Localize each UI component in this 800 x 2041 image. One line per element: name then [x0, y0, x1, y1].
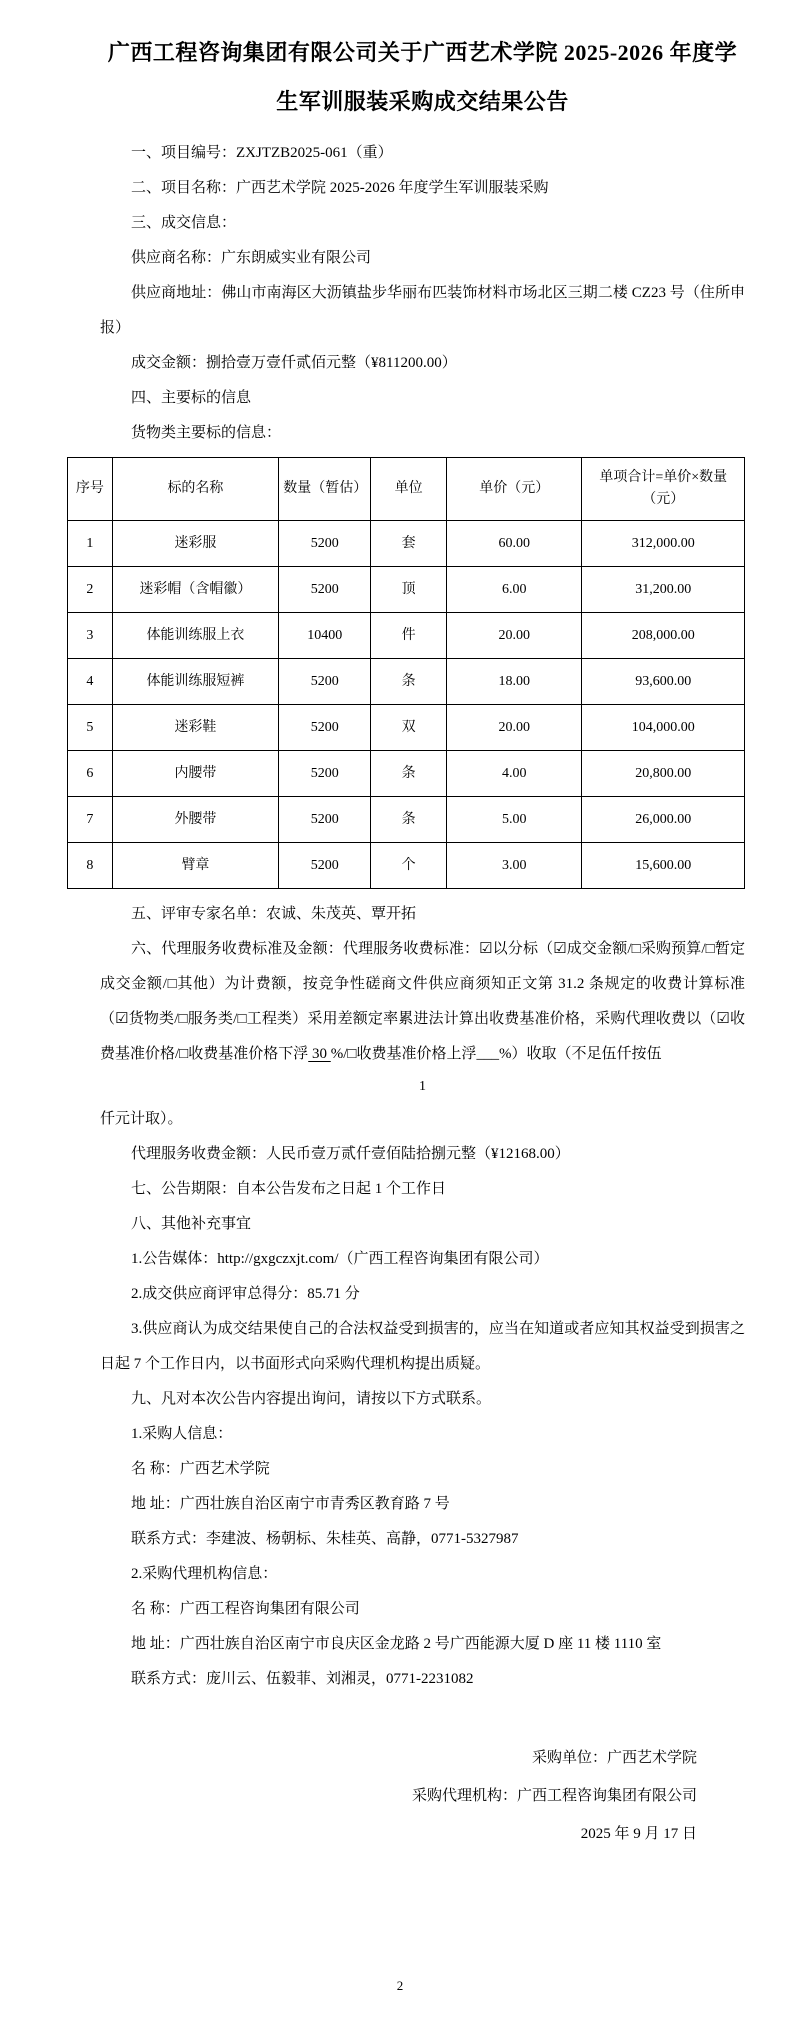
subtotal: 26,000.00 [582, 797, 745, 843]
unit-price: 4.00 [447, 751, 582, 797]
fee-amount: 代理服务收费金额：人民币壹万贰仟壹佰陆拾捌元整（¥12168.00） [131, 1146, 570, 1162]
supplier-address: 供应商地址：佛山市南海区大沥镇盐步华丽布匹装饰材料市场北区三期二楼 CZ23 号（住所申报） [100, 285, 745, 336]
unit: 条 [371, 659, 447, 705]
header-item-name: 标的名称 [112, 458, 279, 521]
item-name: 迷彩服 [112, 521, 279, 567]
unit-price: 18.00 [447, 659, 582, 705]
subtotal: 93,600.00 [582, 659, 745, 705]
row-index: 8 [68, 843, 113, 889]
quantity: 5200 [279, 843, 371, 889]
signature-buyer: 采购单位：广西艺术学院 [531, 1750, 697, 1766]
unit-price: 5.00 [447, 797, 582, 843]
item-name: 臂章 [112, 843, 279, 889]
unit-price: 60.00 [447, 521, 582, 567]
experts-list: 五、评审专家名单：农诚、朱茂英、覃开拓 [131, 906, 417, 922]
table-header-row [68, 458, 745, 521]
supplier-score: 2.成交供应商评审总得分：85.71 分 [131, 1286, 360, 1302]
header-subtotal: 单项合计=单价×数量（元） [582, 458, 745, 521]
subtotal: 104,000.00 [582, 705, 745, 751]
embedded-page-number: 1 [419, 1079, 426, 1094]
quantity: 5200 [279, 751, 371, 797]
agency-name: 名 称：广西工程咨询集团有限公司 [131, 1601, 360, 1617]
unit: 条 [371, 751, 447, 797]
row-index: 4 [68, 659, 113, 705]
project-number: 一、项目编号：ZXJTZB2025-061（重） [131, 145, 393, 161]
objection-notice: 3.供应商认为成交结果使自己的合法权益受到损害的，应当在知道或者应知其权益受到损害之日起 7 个工作日内，以书面形式向采购代理机构提出质疑。 [100, 1321, 745, 1372]
item-name: 内腰带 [112, 751, 279, 797]
row-index: 1 [68, 521, 113, 567]
header-quantity: 数量（暂估） [279, 458, 371, 521]
signature-block [100, 1739, 745, 1853]
section8-heading: 八、其他补充事宜 [131, 1216, 252, 1232]
text-segment: ___ [476, 1046, 499, 1062]
announcement-media: 1.公告媒体：http://gxgczxjt.com/（广西工程咨询集团有限公司） [131, 1251, 549, 1267]
subtotal: 31,200.00 [582, 567, 745, 613]
quantity: 5200 [279, 659, 371, 705]
table-row [68, 567, 745, 613]
quantity: 5200 [279, 521, 371, 567]
supplier-name: 供应商名称：广东朗威实业有限公司 [131, 250, 372, 266]
deal-amount: 成交金额：捌拾壹万壹仟贰佰元整（¥811200.00） [131, 355, 457, 371]
buyer-name: 名 称：广西艺术学院 [131, 1461, 270, 1477]
unit: 个 [371, 843, 447, 889]
item-name: 体能训练服短裤 [112, 659, 279, 705]
fee-standard-paragraph [100, 932, 745, 1072]
item-name: 外腰带 [112, 797, 279, 843]
table-row [68, 843, 745, 889]
buyer-contact: 联系方式：李建波、杨朝标、朱桂英、高静，0771-5327987 [131, 1531, 519, 1547]
project-name: 二、项目名称：广西艺术学院 2025-2026 年度学生军训服装采购 [131, 180, 549, 196]
subtotal: 20,800.00 [582, 751, 745, 797]
signature-agency: 采购代理机构：广西工程咨询集团有限公司 [411, 1788, 697, 1804]
row-index: 3 [68, 613, 113, 659]
goods-table-body [68, 521, 745, 889]
unit-price: 6.00 [447, 567, 582, 613]
table-row [68, 659, 745, 705]
agency-contact: 联系方式：庞川云、伍毅菲、刘湘灵，0771-2231082 [131, 1671, 474, 1687]
item-name: 体能训练服上衣 [112, 613, 279, 659]
page-title: 广西工程咨询集团有限公司关于广西艺术学院 2025-2026 年度学生军训服装采购成交结果公告 [107, 40, 738, 114]
unit: 双 [371, 705, 447, 751]
item-name: 迷彩帽（含帽徽） [112, 567, 279, 613]
unit-price: 20.00 [447, 705, 582, 751]
unit: 套 [371, 521, 447, 567]
subtotal: 208,000.00 [582, 613, 745, 659]
header-row-index: 序号 [68, 458, 113, 521]
quantity: 5200 [279, 705, 371, 751]
bottom-page-number: 2 [396, 1978, 404, 1993]
section4-heading: 四、主要标的信息 [131, 390, 252, 406]
text-segment: %）收取（不足伍仟按伍 [498, 1046, 662, 1062]
text-segment: %/□收费基准价格上浮 [330, 1046, 477, 1062]
row-index: 6 [68, 751, 113, 797]
table-row [68, 613, 745, 659]
agency-info-heading: 2.采购代理机构信息： [131, 1566, 278, 1582]
deal-info-heading: 三、成交信息： [131, 215, 237, 231]
underlined-value: 30 [308, 1046, 331, 1062]
table-row [68, 751, 745, 797]
unit: 件 [371, 613, 447, 659]
table-row [68, 705, 745, 751]
row-index: 2 [68, 567, 113, 613]
table-row [68, 797, 745, 843]
agency-address: 地 址：广西壮族自治区南宁市良庆区金龙路 2 号广西能源大厦 D 座 11 楼 1110 室 [131, 1636, 662, 1652]
row-index: 7 [68, 797, 113, 843]
goods-info-label: 货物类主要标的信息： [131, 425, 282, 441]
unit: 条 [371, 797, 447, 843]
signature-date: 2025 年 9 月 17 日 [580, 1826, 697, 1842]
fee-standard-continuation: 仟元计取）。 [100, 1111, 183, 1127]
unit: 顶 [371, 567, 447, 613]
section9-heading: 九、凡对本次公告内容提出询问，请按以下方式联系。 [131, 1391, 492, 1407]
quantity: 5200 [279, 567, 371, 613]
row-index: 5 [68, 705, 113, 751]
text-segment: 六、代理服务收费标准及金额：代理服务收费标准：☑以分标（☑成交金额/□采购预算/□暂定成交金额/□其他）为计费额，按竞争性磋商文件供应商须知正文第 31.2 条规定的收费计算标准（☑货物类/□服务类/□工程类）采用差额定率累进法计算出收费基准价格，采购代理收费以（☑收费基准价格/□收费基准价格下浮 [100, 941, 745, 1062]
quantity: 10400 [279, 613, 371, 659]
unit-price: 3.00 [447, 843, 582, 889]
header-unit-price: 单价（元） [447, 458, 582, 521]
section7-announcement-period: 七、公告期限：自本公告发布之日起 1 个工作日 [131, 1181, 447, 1197]
item-name: 迷彩鞋 [112, 705, 279, 751]
subtotal: 15,600.00 [582, 843, 745, 889]
quantity: 5200 [279, 797, 371, 843]
table-row [68, 521, 745, 567]
header-unit: 单位 [371, 458, 447, 521]
subtotal: 312,000.00 [582, 521, 745, 567]
unit-price: 20.00 [447, 613, 582, 659]
buyer-info-heading: 1.采购人信息： [131, 1426, 233, 1442]
buyer-address: 地 址：广西壮族自治区南宁市青秀区教育路 7 号 [131, 1496, 450, 1512]
goods-table [67, 457, 745, 889]
